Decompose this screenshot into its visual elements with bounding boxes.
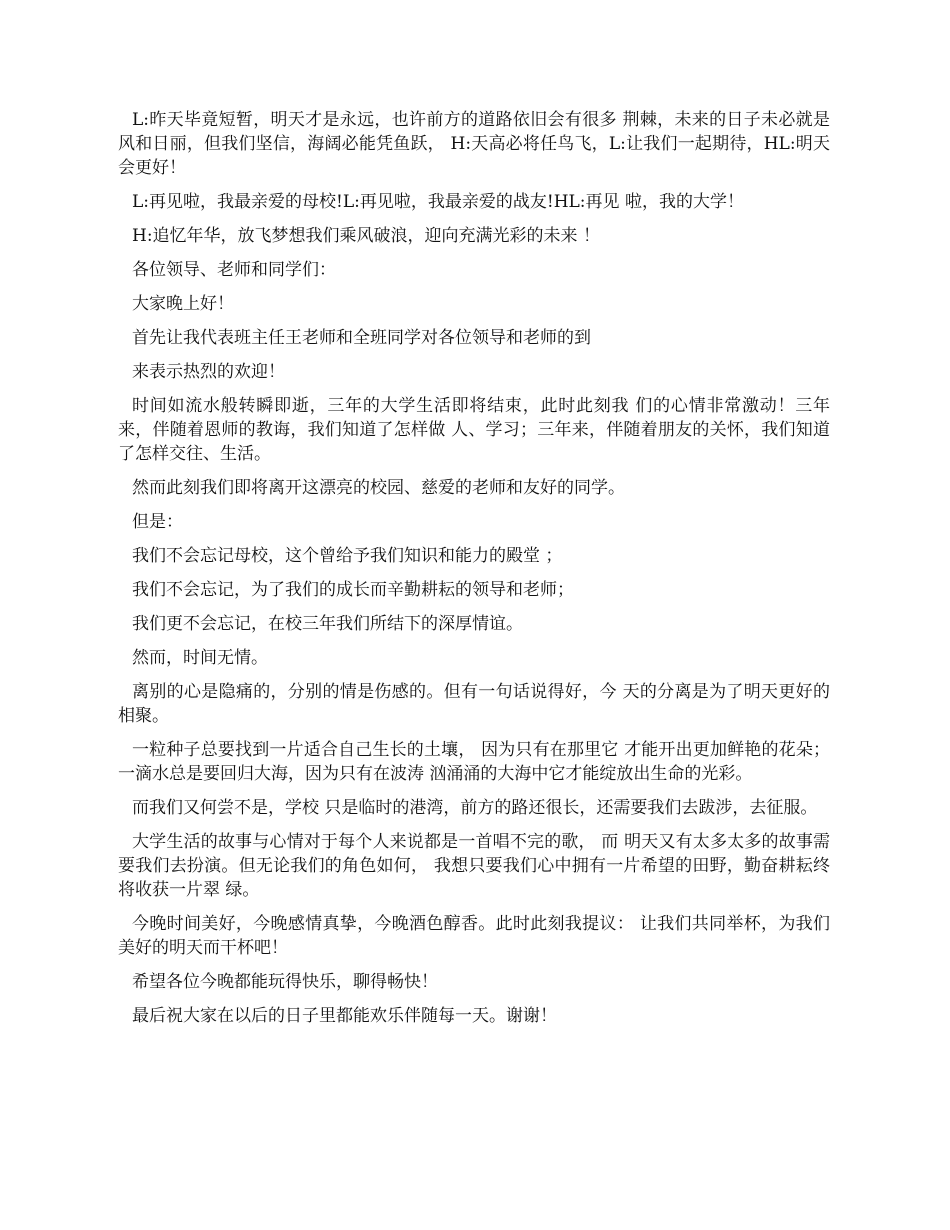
paragraph: 我们不会忘记，为了我们的成长而辛勤耕耘的领导和老师； bbox=[132, 580, 574, 600]
paragraph: H:追忆年华，放飞梦想我们乘风破浪，迎向充满光彩的未来 ！ bbox=[132, 226, 600, 246]
paragraph: 但是： bbox=[132, 512, 183, 532]
paragraph: L:再见啦，我最亲爱的母校!L:再见啦，我最亲爱的战友!HL:再见 啦，我的大学！ bbox=[132, 192, 744, 212]
paragraph: 大家晚上好！ bbox=[132, 294, 234, 314]
paragraph: 然而此刻我们即将离开这漂亮的校园、慈爱的老师和友好的同学。 bbox=[132, 478, 625, 498]
paragraph: 我们更不会忘记，在校三年我们所结下的深厚情谊。 bbox=[132, 614, 523, 634]
paragraph: 来表示热烈的欢迎！ bbox=[132, 362, 285, 382]
paragraph: 离别的心是隐痛的，分别的情是伤感的。但有一句话说得好，今 天的分离是为了明天更好的相聚。 bbox=[118, 682, 830, 726]
paragraph: 时间如流水般转瞬即逝，三年的大学生活即将结束，此时此刻我 们的心情非常激动！三年来，伴随着恩师的教诲，我们知道了怎样做 人、学习；三年来，伴随着朋友的关怀，我们知道了怎样交往、生活。 bbox=[118, 396, 830, 464]
paragraph: 今晚时间美好，今晚感情真挚，今晚酒色醇香。此时此刻我提议： 让我们共同举杯，为我们美好的明天而干杯吧！ bbox=[118, 914, 830, 958]
paragraph: 然而，时间无情。 bbox=[132, 648, 268, 668]
paragraph: 希望各位今晚都能玩得快乐，聊得畅快！ bbox=[132, 972, 438, 992]
paragraph: 一粒种子总要找到一片适合自己生长的土壤， 因为只有在那里它 才能开出更加鲜艳的花朵；一滴水总是要回归大海，因为只有在波涛 汹涌涌的大海中它才能绽放出生命的光彩。 bbox=[118, 740, 830, 784]
paragraph: 而我们又何尝不是，学校 只是临时的港湾，前方的路还很长，还需要我们去跋涉，去征服。 bbox=[132, 798, 818, 818]
paragraph: 我们不会忘记母校，这个曾给予我们知识和能力的殿堂 ； bbox=[132, 546, 563, 566]
paragraph: 大学生活的故事与心情对于每个人来说都是一首唱不完的歌， 而 明天又有太多太多的故事需要我们去扮演。但无论我们的角色如何， 我想只要我们心中拥有一片希望的田野，勤奋耕耘终将收获一片翠 绿。 bbox=[118, 832, 830, 900]
document-body bbox=[118, 108, 830, 1038]
paragraph: 最后祝大家在以后的日子里都能欢乐伴随每一天。谢谢！ bbox=[132, 1006, 557, 1026]
paragraph: 各位领导、老师和同学们： bbox=[132, 260, 336, 280]
paragraph: L:昨天毕竟短暂，明天才是永远，也许前方的道路依旧会有很多 荆棘，未来的日子未必就是风和日丽，但我们坚信，海阔必能凭鱼跃， H:天高必将任鸟飞，L:让我们一起期待，HL:明天会更好！ bbox=[118, 110, 830, 178]
paragraph: 首先让我代表班主任王老师和全班同学对各位领导和老师的到 bbox=[132, 328, 591, 348]
